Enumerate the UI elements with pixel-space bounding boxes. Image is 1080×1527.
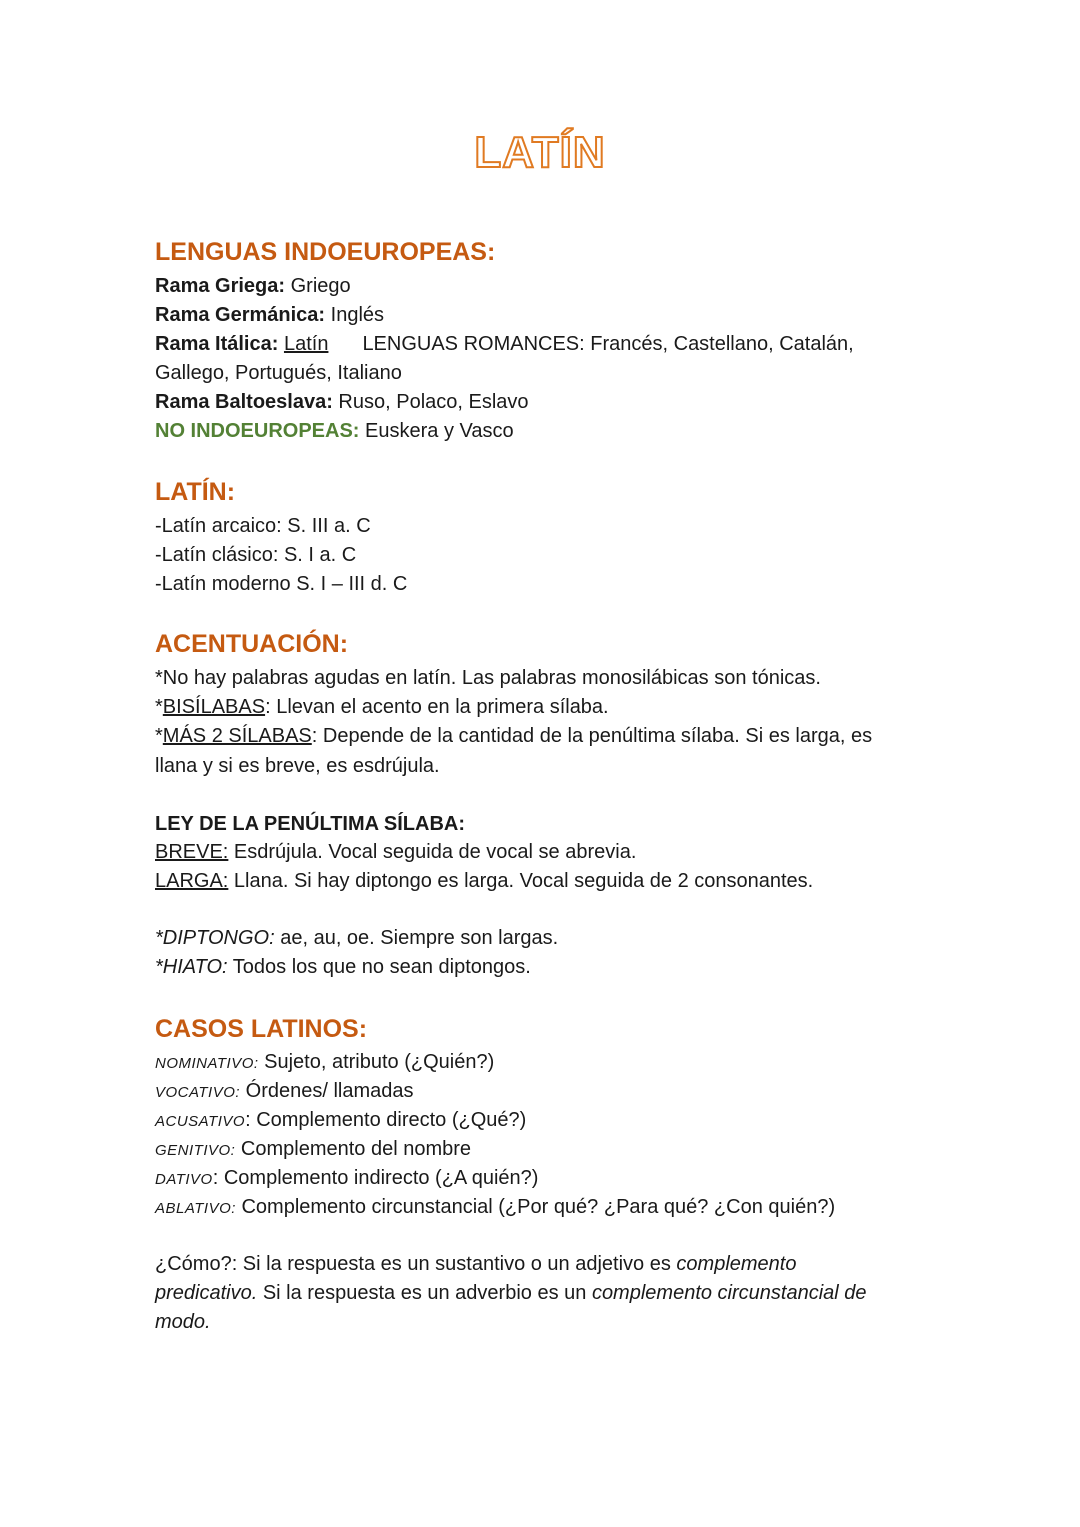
acentuacion-row: *No hay palabras agudas en latín. Las palabras monosilábicas son tónicas. xyxy=(155,667,821,689)
label: Rama Griega: xyxy=(155,275,286,297)
value: Gallego, Portugués, Italiano xyxy=(155,362,402,384)
case-name: ABLATIVO: xyxy=(155,1200,236,1217)
como-line-3 xyxy=(155,1308,211,1337)
text: ¿Cómo?: Si la respuesta es un sustantivo o un adjetivo es xyxy=(155,1253,677,1275)
case-name: GENITIVO: xyxy=(155,1142,236,1159)
ley-hiato xyxy=(155,953,531,982)
label: BREVE: xyxy=(155,841,229,863)
acentuacion-row xyxy=(155,693,609,722)
value: Esdrújula. Vocal seguida de vocal se abrevia. xyxy=(228,841,637,863)
row-rama-baltoeslava xyxy=(155,388,529,417)
ley-breve xyxy=(155,838,636,867)
label: *HIATO: xyxy=(155,956,228,978)
prefix: * xyxy=(155,696,163,718)
label: Rama Germánica: xyxy=(155,304,326,326)
underlined-term: MÁS 2 SÍLABAS xyxy=(162,725,312,747)
heading-casos: CASOS LATINOS: xyxy=(155,1015,368,1043)
acentuacion-row xyxy=(155,722,872,751)
value: Todos los que no sean diptongos. xyxy=(227,956,531,978)
value: Euskera y Vasco xyxy=(359,420,514,442)
heading-latin: LATÍN: xyxy=(155,478,236,506)
value: Griego xyxy=(285,275,351,297)
ley-larga xyxy=(155,867,813,896)
italic-text: complemento circunstancial de xyxy=(591,1282,867,1304)
value: Sujeto, atributo (¿Quién?) xyxy=(258,1051,495,1073)
case-name: ACUSATIVO xyxy=(155,1113,246,1130)
prefix: * xyxy=(155,725,163,747)
value: Ruso, Polaco, Eslavo xyxy=(332,391,529,413)
value: Órdenes/ llamadas xyxy=(240,1080,414,1102)
value: LENGUAS ROMANCES: Francés, Castellano, Catalán, xyxy=(362,333,854,355)
caso-row xyxy=(155,1077,414,1107)
value: Complemento del nombre xyxy=(235,1138,472,1160)
label: Rama Itálica: xyxy=(155,333,279,355)
value: Complemento circunstancial (¿Por qué? ¿Para qué? ¿Con quién?) xyxy=(235,1196,836,1218)
row-rama-germanica xyxy=(155,301,384,330)
heading-acentuacion: ACENTUACIÓN: xyxy=(155,630,349,658)
heading-ley: LEY DE LA PENÚLTIMA SÍLABA: xyxy=(155,813,465,835)
value: : Complemento directo (¿Qué?) xyxy=(245,1109,527,1131)
value: : Complemento indirecto (¿A quién?) xyxy=(212,1167,539,1189)
italic-text: modo. xyxy=(155,1311,211,1333)
latin-row: -Latín arcaico: S. III a. C xyxy=(155,515,371,537)
como-line-2 xyxy=(155,1279,867,1308)
italic-text: complemento xyxy=(676,1253,797,1275)
caso-row xyxy=(155,1048,494,1078)
value: ae, au, oe. Siempre son largas. xyxy=(274,927,559,949)
latin-row: -Latín moderno S. I – III d. C xyxy=(155,573,408,595)
value: : Depende de la cantidad de la penúltima sílaba. Si es larga, es xyxy=(311,725,873,747)
caso-row xyxy=(155,1193,835,1223)
acentuacion-row: llana y si es breve, es esdrújula. xyxy=(155,755,440,777)
caso-row xyxy=(155,1164,538,1194)
page-title: LATÍN xyxy=(474,128,606,177)
ley-diptongo xyxy=(155,924,558,953)
text: Si la respuesta es un adverbio es un xyxy=(257,1282,592,1304)
italic-text: predicativo. xyxy=(155,1282,258,1304)
row-rama-italica xyxy=(155,330,854,359)
label: NO INDOEUROPEAS: xyxy=(155,420,360,442)
value: : Llevan el acento en la primera sílaba. xyxy=(265,696,609,718)
caso-row xyxy=(155,1106,526,1136)
latin-row: -Latín clásico: S. I a. C xyxy=(155,544,357,566)
row-no-indoeuropeas xyxy=(155,417,514,446)
case-name: DATIVO xyxy=(155,1171,213,1188)
case-name: VOCATIVO: xyxy=(155,1084,241,1101)
label: *DIPTONGO: xyxy=(155,927,275,949)
value: Inglés xyxy=(325,304,385,326)
como-line-1 xyxy=(155,1250,796,1279)
caso-row xyxy=(155,1135,471,1165)
label: Rama Baltoeslava: xyxy=(155,391,333,413)
value: Llana. Si hay diptongo es larga. Vocal seguida de 2 consonantes. xyxy=(228,870,814,892)
row-rama-griega xyxy=(155,272,351,301)
heading-indoeuropeas: LENGUAS INDOEUROPEAS: xyxy=(155,238,496,266)
row-continuation xyxy=(155,359,402,388)
case-name: NOMINATIVO: xyxy=(155,1055,259,1072)
underlined-latin: Latín xyxy=(283,333,329,355)
label: LARGA: xyxy=(155,870,229,892)
underlined-term: BISÍLABAS xyxy=(162,696,266,718)
